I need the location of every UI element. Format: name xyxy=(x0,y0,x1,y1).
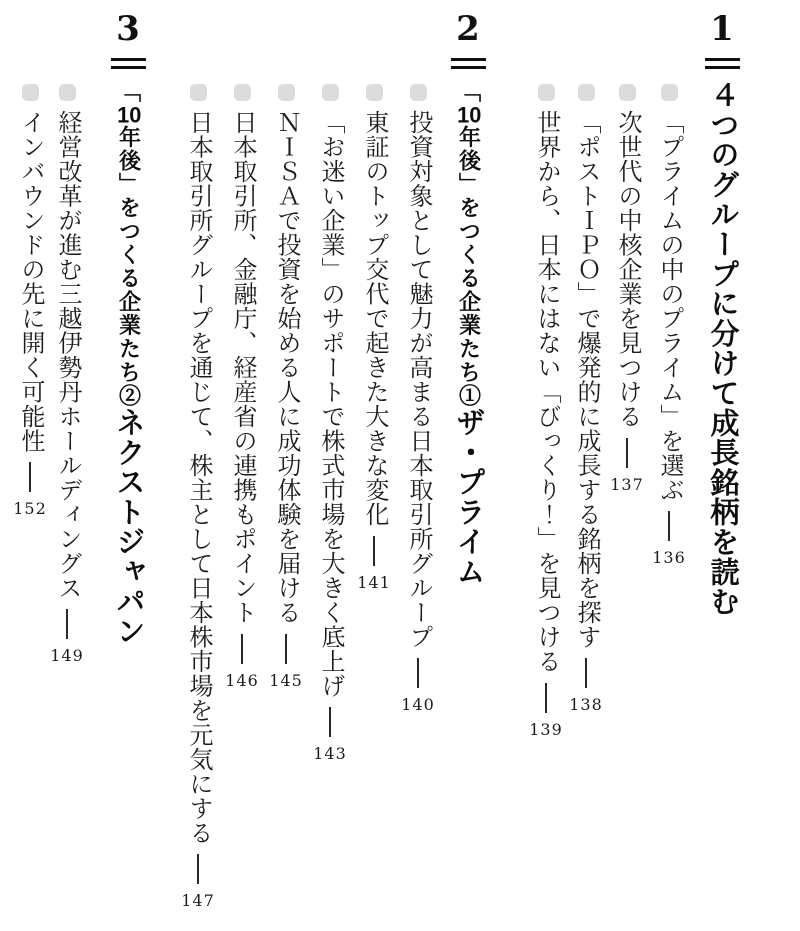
entry-page-number: 138 xyxy=(569,695,603,714)
entry-title: 「お迷い企業」のサポートで株式市場を大きく底上げ xyxy=(317,110,344,698)
leader-dash xyxy=(585,658,587,688)
leader-dash xyxy=(668,511,670,541)
section-heading-prefix: 「 xyxy=(456,80,482,104)
entry-title: 日本取引所、金融庁、経産省の連携もポイント xyxy=(229,110,256,625)
bullet-square-icon xyxy=(190,84,207,101)
section-heading-tcy: 10 xyxy=(457,103,482,126)
section-heading xyxy=(708,80,737,616)
section-1-header xyxy=(692,10,752,617)
bullet-square-icon xyxy=(322,84,339,101)
rule-bar xyxy=(111,66,146,69)
section-number: 3 xyxy=(116,9,140,49)
section-heading-prefix: 「 xyxy=(116,80,142,104)
entry-page-number: 152 xyxy=(13,499,47,518)
entry-page-number: 139 xyxy=(529,719,563,739)
entry-page-number: 149 xyxy=(50,646,84,665)
entry-page-number: 136 xyxy=(652,548,686,567)
entry-title: 「ポストＩＰＯ」で爆発的に成長する銘柄を探す xyxy=(573,110,600,649)
entry-page-number: 146 xyxy=(225,670,259,690)
leader-dash xyxy=(545,683,547,713)
rule-bar xyxy=(705,58,740,61)
section-heading-main: ザ・プライム xyxy=(452,407,485,587)
bullet-square-icon xyxy=(234,84,251,101)
entry-title: 日本取引所グループを通じて、株主として日本株市場を元気にする xyxy=(185,110,212,845)
toc-entry xyxy=(46,84,88,665)
toc-entry xyxy=(177,84,219,910)
rule-bar xyxy=(111,58,146,61)
double-rule-mark xyxy=(705,58,740,69)
entry-title: 「プライムの中のプライム」を選ぶ xyxy=(656,110,683,502)
section-number: 1 xyxy=(710,9,734,49)
entry-page-number: 140 xyxy=(401,695,435,714)
section-heading-rest: 年後」をつくる企業たち② xyxy=(116,125,142,408)
bullet-square-icon xyxy=(366,84,383,101)
entry-page-number: 147 xyxy=(181,891,215,910)
entry-title: 東証のトップ交代で起きた大きな変化 xyxy=(361,110,388,527)
entry-page-number: 141 xyxy=(357,572,391,592)
section-heading-tcy: 10 xyxy=(117,103,142,126)
section-heading-rest: 年後」をつくる企業たち① xyxy=(456,125,482,408)
section-3-header xyxy=(98,10,158,646)
bullet-square-icon xyxy=(578,84,595,101)
toc-entry xyxy=(565,84,607,714)
rule-bar xyxy=(451,58,486,61)
bullet-square-icon xyxy=(59,84,76,101)
section-heading xyxy=(114,80,143,646)
entry-title: 世界から、日本にはない「びっくり！」を見つける xyxy=(533,110,560,674)
toc-entry xyxy=(309,84,351,763)
entry-title: 経営改革が進む三越伊勢丹ホールディングス xyxy=(54,110,81,600)
leader-dash xyxy=(626,438,628,468)
bullet-square-icon xyxy=(661,84,678,101)
double-rule-mark xyxy=(111,58,146,69)
leader-dash xyxy=(29,462,31,492)
leader-dash xyxy=(197,854,199,884)
entry-title: 次世代の中核企業を見つける xyxy=(614,110,641,429)
entry-page-number: 143 xyxy=(313,744,347,763)
leader-dash xyxy=(241,634,243,664)
toc-entry xyxy=(525,84,567,739)
double-rule-mark xyxy=(451,58,486,69)
toc-entry xyxy=(606,84,648,494)
bullet-square-icon xyxy=(278,84,295,101)
section-2-header xyxy=(438,10,498,586)
leader-dash xyxy=(285,634,287,664)
leader-dash xyxy=(329,707,331,737)
rule-bar xyxy=(705,66,740,69)
leader-dash xyxy=(373,536,375,566)
toc-entry xyxy=(353,84,395,592)
toc-entry xyxy=(221,84,263,690)
toc-entry xyxy=(9,84,51,518)
toc-entry xyxy=(648,84,690,567)
entry-page-number: 145 xyxy=(269,670,303,690)
bullet-square-icon xyxy=(619,84,636,101)
section-heading-main: ４つのグループに分けて成長銘柄を読む xyxy=(706,80,739,617)
leader-dash xyxy=(417,658,419,688)
entry-title: ＮＩＳＡで投資を始める人に成功体験を届ける xyxy=(273,110,300,625)
toc-entry xyxy=(265,84,307,690)
entry-title: 投資対象として魅力が高まる日本取引所グループ xyxy=(405,110,432,649)
entry-page-number: 137 xyxy=(610,474,644,494)
leader-dash xyxy=(66,609,68,639)
bullet-square-icon xyxy=(538,84,555,101)
entry-title: インバウンドの先に開く可能性 xyxy=(17,110,44,453)
section-heading xyxy=(454,80,483,586)
bullet-square-icon xyxy=(22,84,39,101)
bullet-square-icon xyxy=(410,84,427,101)
rule-bar xyxy=(451,66,486,69)
section-number: 2 xyxy=(456,9,480,49)
section-heading-main: ネクストジャパン xyxy=(112,407,145,646)
toc-entry xyxy=(397,84,439,714)
